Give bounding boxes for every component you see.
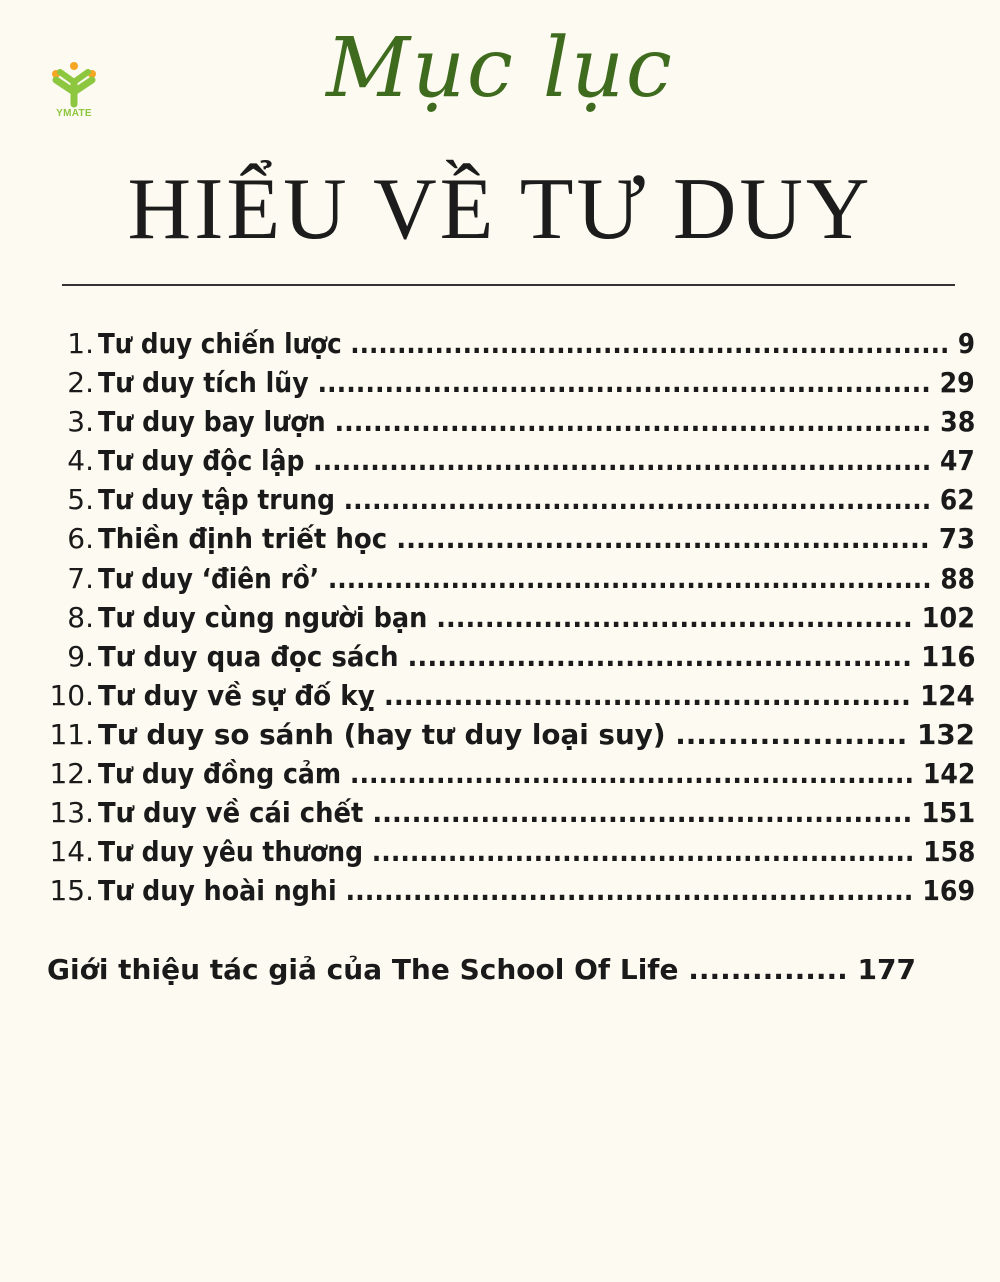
toc-item-number: 14.: [49, 835, 94, 869]
toc-item-text: Tư duy độc lập ................................................................. 47: [98, 444, 975, 478]
toc-item-text: Tư duy tích lũy ................................................................ 29: [98, 366, 975, 400]
toc-item: [0, 441, 1000, 480]
toc-item-number: 3.: [67, 405, 94, 439]
toc-item-number: 15.: [49, 874, 94, 908]
toc-item: [0, 402, 1000, 441]
toc-item: [0, 832, 1000, 871]
toc-item-number: 12.: [49, 757, 94, 791]
toc-item: [0, 363, 1000, 402]
toc-item: [0, 637, 1000, 676]
toc-item: [0, 676, 1000, 715]
toc-item-number: 9.: [67, 639, 94, 673]
logo-text: YMATE: [56, 108, 92, 119]
toc-item-text: Tư duy chiến lược ................................................................ 9: [98, 327, 976, 360]
toc-item-number: 6.: [67, 522, 94, 556]
toc-item-number: 10.: [49, 678, 94, 712]
page-title: HIỂU VỀ TƯ DUY: [127, 161, 873, 258]
toc-item-text: Tư duy về sự đố kỵ ..................................................... 124: [98, 678, 975, 712]
toc-item: [0, 754, 1000, 793]
toc-item: [0, 793, 1000, 832]
table-of-contents: [0, 324, 1000, 910]
toc-item-number: 4.: [67, 444, 94, 478]
toc-item-text: Tư duy so sánh (hay tư duy loại suy) ...................... 132: [98, 717, 976, 751]
toc-footer-entry: Giới thiệu tác giả của The School Of Life ............... 177: [47, 953, 916, 986]
toc-item-number: 7.: [67, 561, 94, 595]
toc-item-number: 13.: [49, 796, 94, 830]
toc-item: [0, 480, 1000, 519]
toc-item-text: Tư duy về cái chết ....................................................... 151: [98, 796, 976, 830]
toc-item-text: Tư duy qua đọc sách ................................................... 116: [98, 639, 976, 673]
toc-item: [0, 559, 1000, 598]
toc-item: [0, 715, 1000, 754]
toc-item-number: 11.: [49, 717, 94, 751]
toc-item-text: Tư duy bay lượn .............................................................. 38: [98, 405, 976, 439]
toc-item: [0, 598, 1000, 637]
toc-item-number: 1.: [67, 327, 94, 360]
toc-item-text: Tư duy đồng cảm ........................................................... 142: [98, 757, 976, 791]
divider: [62, 284, 955, 286]
toc-item-number: 8.: [67, 600, 94, 634]
toc-item-number: 2.: [67, 366, 94, 400]
toc-item: [0, 324, 1000, 363]
toc-item-number: 5.: [67, 483, 94, 517]
script-title: Mục lục: [326, 21, 674, 116]
toc-item: [0, 519, 1000, 558]
toc-item-text: Tư duy hoài nghi ........................................................... 169: [98, 874, 976, 908]
toc-item-text: Tư duy yêu thương ......................................................... 158: [98, 835, 976, 869]
toc-item-text: Tư duy cùng người bạn ................................................. 102: [98, 600, 976, 634]
toc-item: [0, 871, 1000, 910]
toc-item-text: Tư duy ‘điên rồ’ ................................................................ 88: [98, 561, 975, 595]
toc-item-text: Tư duy tập trung .............................................................. 62: [98, 483, 975, 517]
toc-item-text: Thiền định triết học ...................................................... 73: [98, 522, 976, 556]
